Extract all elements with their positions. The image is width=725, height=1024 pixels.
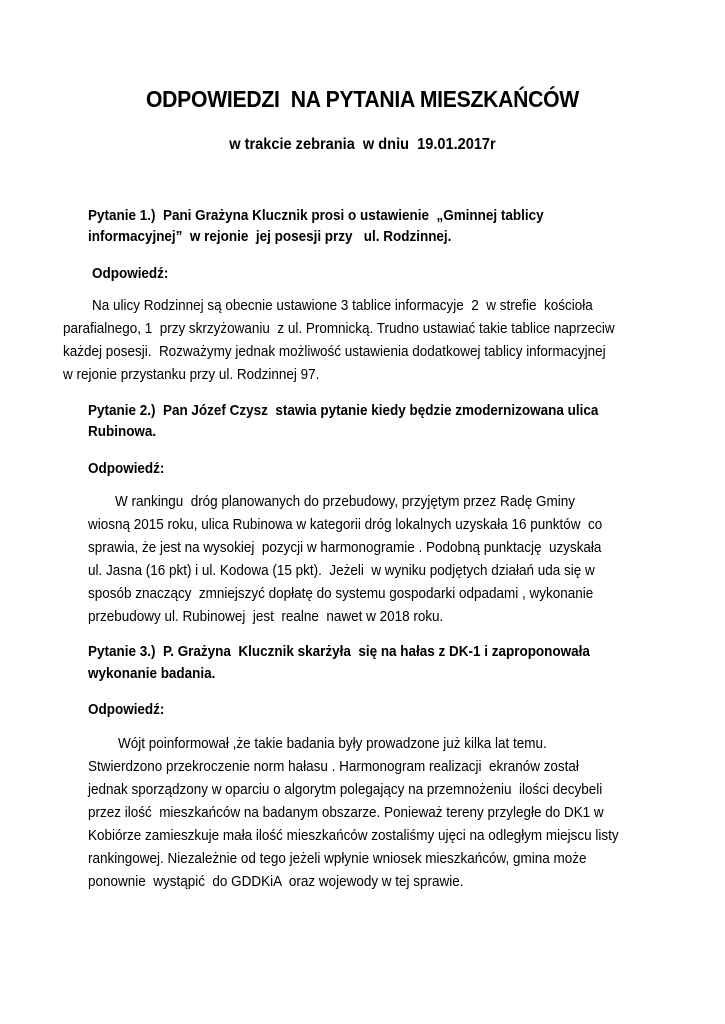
answer-1-line: Na ulicy Rodzinnej są obecnie ustawione 3 tablice informacyje 2 w strefie kościoła [92,298,593,314]
answer-1-line: w rejonie przystanku przy ul. Rodzinnej 97. [63,367,320,383]
answer-1-line: parafialnego, 1 przy skrzyżowaniu z ul. Promnicką. Trudno ustawiać takie tablice naprzeciw [63,321,615,337]
answer-2-label: Odpowiedź: [88,461,165,477]
answer-3-label: Odpowiedź: [88,702,165,718]
answer-1-label: Odpowiedź: [92,266,169,282]
answer-2-line: sprawia, że jest na wysokiej pozycji w harmonogramie . Podobną punktację uzyskała [88,540,602,556]
answer-3-line: Kobiórze zamieszkuje mała ilość mieszkańców zostaliśmy ujęci na odległym miejscu listy [88,828,619,844]
answer-3-line: jednak sporządzony w oparciu o algorytm polegający na przemnożeniu ilości decybeli [88,782,603,798]
question-3-line-2: wykonanie badania. [88,666,216,682]
question-2-line-2: Rubinowa. [88,424,157,440]
question-1-line-1: Pytanie 1.) Pani Grażyna Klucznik prosi o ustawienie „Gminnej tablicy [88,208,544,224]
answer-2-line: sposób znaczący zmniejszyć dopłatę do systemu gospodarki odpadami , wykonanie [88,586,594,602]
answer-3-line: Stwierdzono przekroczenie norm hałasu . Harmonogram realizacji ekranów został [88,759,579,775]
document-subtitle: w trakcie zebrania w dniu 19.01.2017r [229,136,496,153]
question-2-line-1: Pytanie 2.) Pan Józef Czysz stawia pytanie kiedy będzie zmodernizowana ulica [88,403,599,419]
answer-2-line: ul. Jasna (16 pkt) i ul. Kodowa (15 pkt). Jeżeli w wyniku podjętych działań uda się w [88,563,595,579]
document-title: ODPOWIEDZI NA PYTANIA MIESZKAŃCÓW [145,86,580,112]
answer-3-line: ponownie wystąpić do GDDKiA oraz wojewody w tej sprawie. [88,874,464,890]
answer-3-line: przez ilość mieszkańców na badanym obszarze. Ponieważ tereny przyległe do DK1 w [88,805,604,821]
answer-3-line: Wójt poinformował ,że takie badania były prowadzone już kilka lat temu. [118,736,547,752]
answer-2-line: W rankingu dróg planowanych do przebudowy, przyjętym przez Radę Gminy [115,494,575,510]
answer-3-line: rankingowej. Niezależnie od tego jeżeli wpłynie wniosek mieszkańców, gmina może [88,851,587,867]
answer-2-line: wiosną 2015 roku, ulica Rubinowa w kategorii dróg lokalnych uzyskała 16 punktów co [88,517,603,533]
answer-1-line: każdej posesji. Rozważymy jednak możliwość ustawienia dodatkowej tablicy informacyjnej [63,344,606,360]
answer-2-line: przebudowy ul. Rubinowej jest realne nawet w 2018 roku. [88,609,444,625]
question-1-line-2: informacyjnej” w rejonie jej posesji przy ul. Rodzinnej. [88,229,452,245]
question-3-line-1: Pytanie 3.) P. Grażyna Klucznik skarżyła się na hałas z DK-1 i zaproponowała [88,644,590,660]
